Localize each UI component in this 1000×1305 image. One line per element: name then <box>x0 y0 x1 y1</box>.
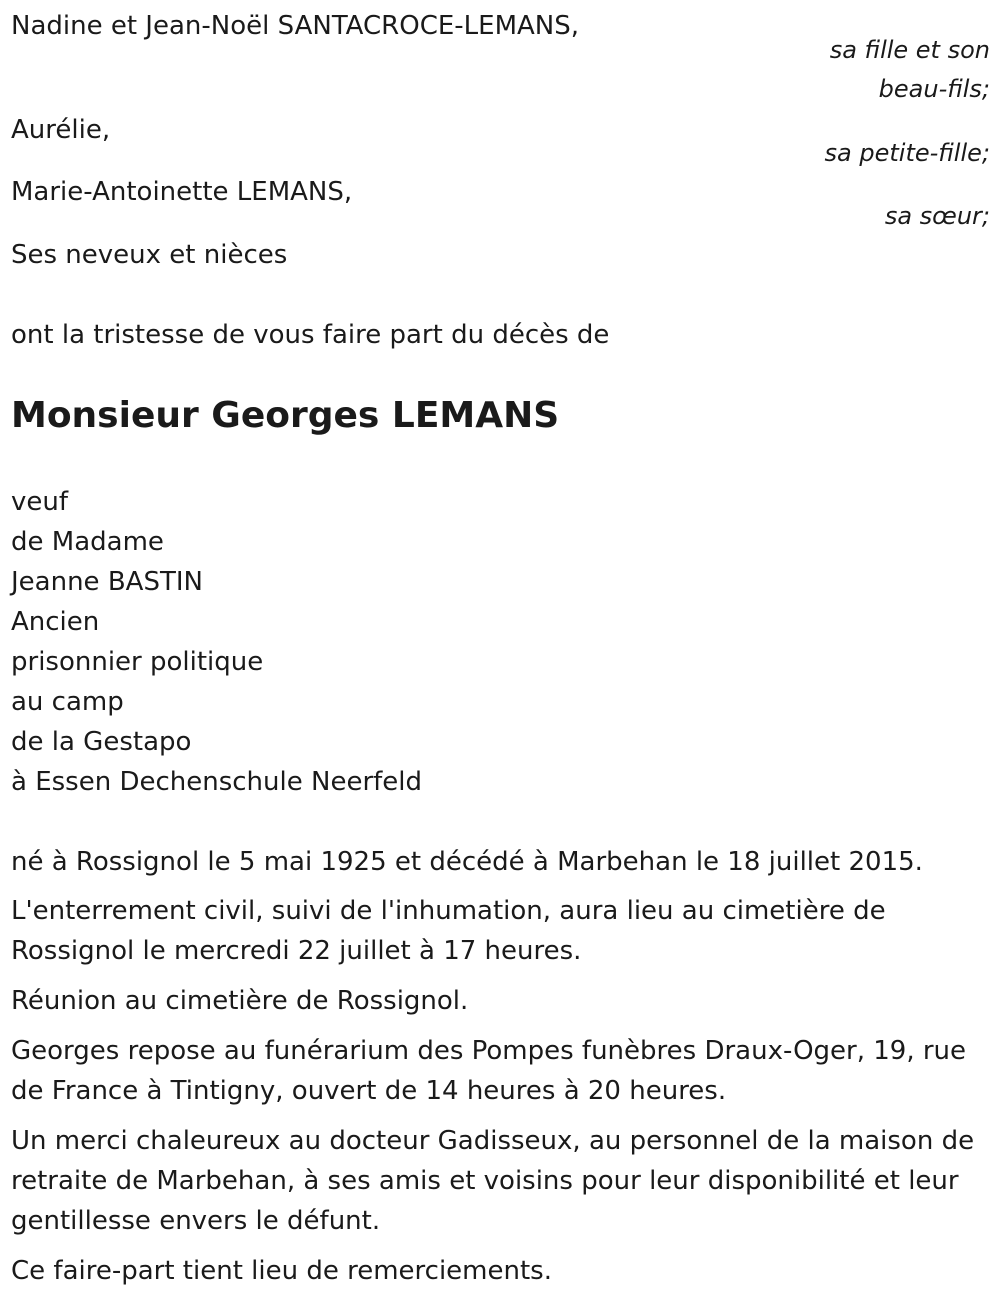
detail-line: au camp <box>11 687 124 717</box>
family-relation-2: sa petite-fille; <box>824 139 990 167</box>
detail-line: de Madame <box>11 527 164 557</box>
family-name-3: Marie-Antoinette LEMANS, <box>11 177 353 207</box>
family-name-2: Aurélie, <box>11 115 111 145</box>
birth-death-paragraph: né à Rossignol le 5 mai 1925 et décédé à Marbehan le 18 juillet 2015. <box>11 847 923 877</box>
detail-line: à Essen Dechenschule Neerfeld <box>11 767 423 797</box>
family-name-4: Ses neveux et nièces <box>11 240 288 270</box>
deceased-name: Monsieur Georges LEMANS <box>11 395 560 436</box>
family-relation-1b: beau-fils; <box>878 75 990 103</box>
detail-line: Jeanne BASTIN <box>11 567 203 597</box>
family-name-1: Nadine et Jean-Noël SANTACROCE-LEMANS, <box>11 11 580 41</box>
meeting-paragraph: Réunion au cimetière de Rossignol. <box>11 986 469 1016</box>
family-relation-1a: sa fille et son <box>829 36 990 64</box>
family-relation-3: sa sœur; <box>884 202 990 230</box>
funeral-paragraph: L'enterrement civil, suivi de l'inhumation, aura lieu au cimetière de Rossignol le mercredi 22 juillet à 17 heures. <box>11 896 886 966</box>
detail-line: prisonnier politique <box>11 647 264 677</box>
deceased-details <box>11 482 422 802</box>
thanks-paragraph: Un merci chaleureux au docteur Gadisseux, au personnel de la maison de retraite de Marbehan, à ses amis et voisins pour leur disponibilité et leur gentillesse envers le défunt. <box>11 1126 975 1236</box>
detail-line: Ancien <box>11 607 100 637</box>
closing-paragraph: Ce faire-part tient lieu de remerciements. <box>11 1256 552 1286</box>
detail-line: de la Gestapo <box>11 727 192 757</box>
announcement-text: ont la tristesse de vous faire part du décès de <box>11 320 610 350</box>
funerarium-paragraph: Georges repose au funérarium des Pompes funèbres Draux-Oger, 19, rue de France à Tintigny, ouvert de 14 heures à 20 heures. <box>11 1036 967 1106</box>
detail-line: veuf <box>11 487 69 517</box>
